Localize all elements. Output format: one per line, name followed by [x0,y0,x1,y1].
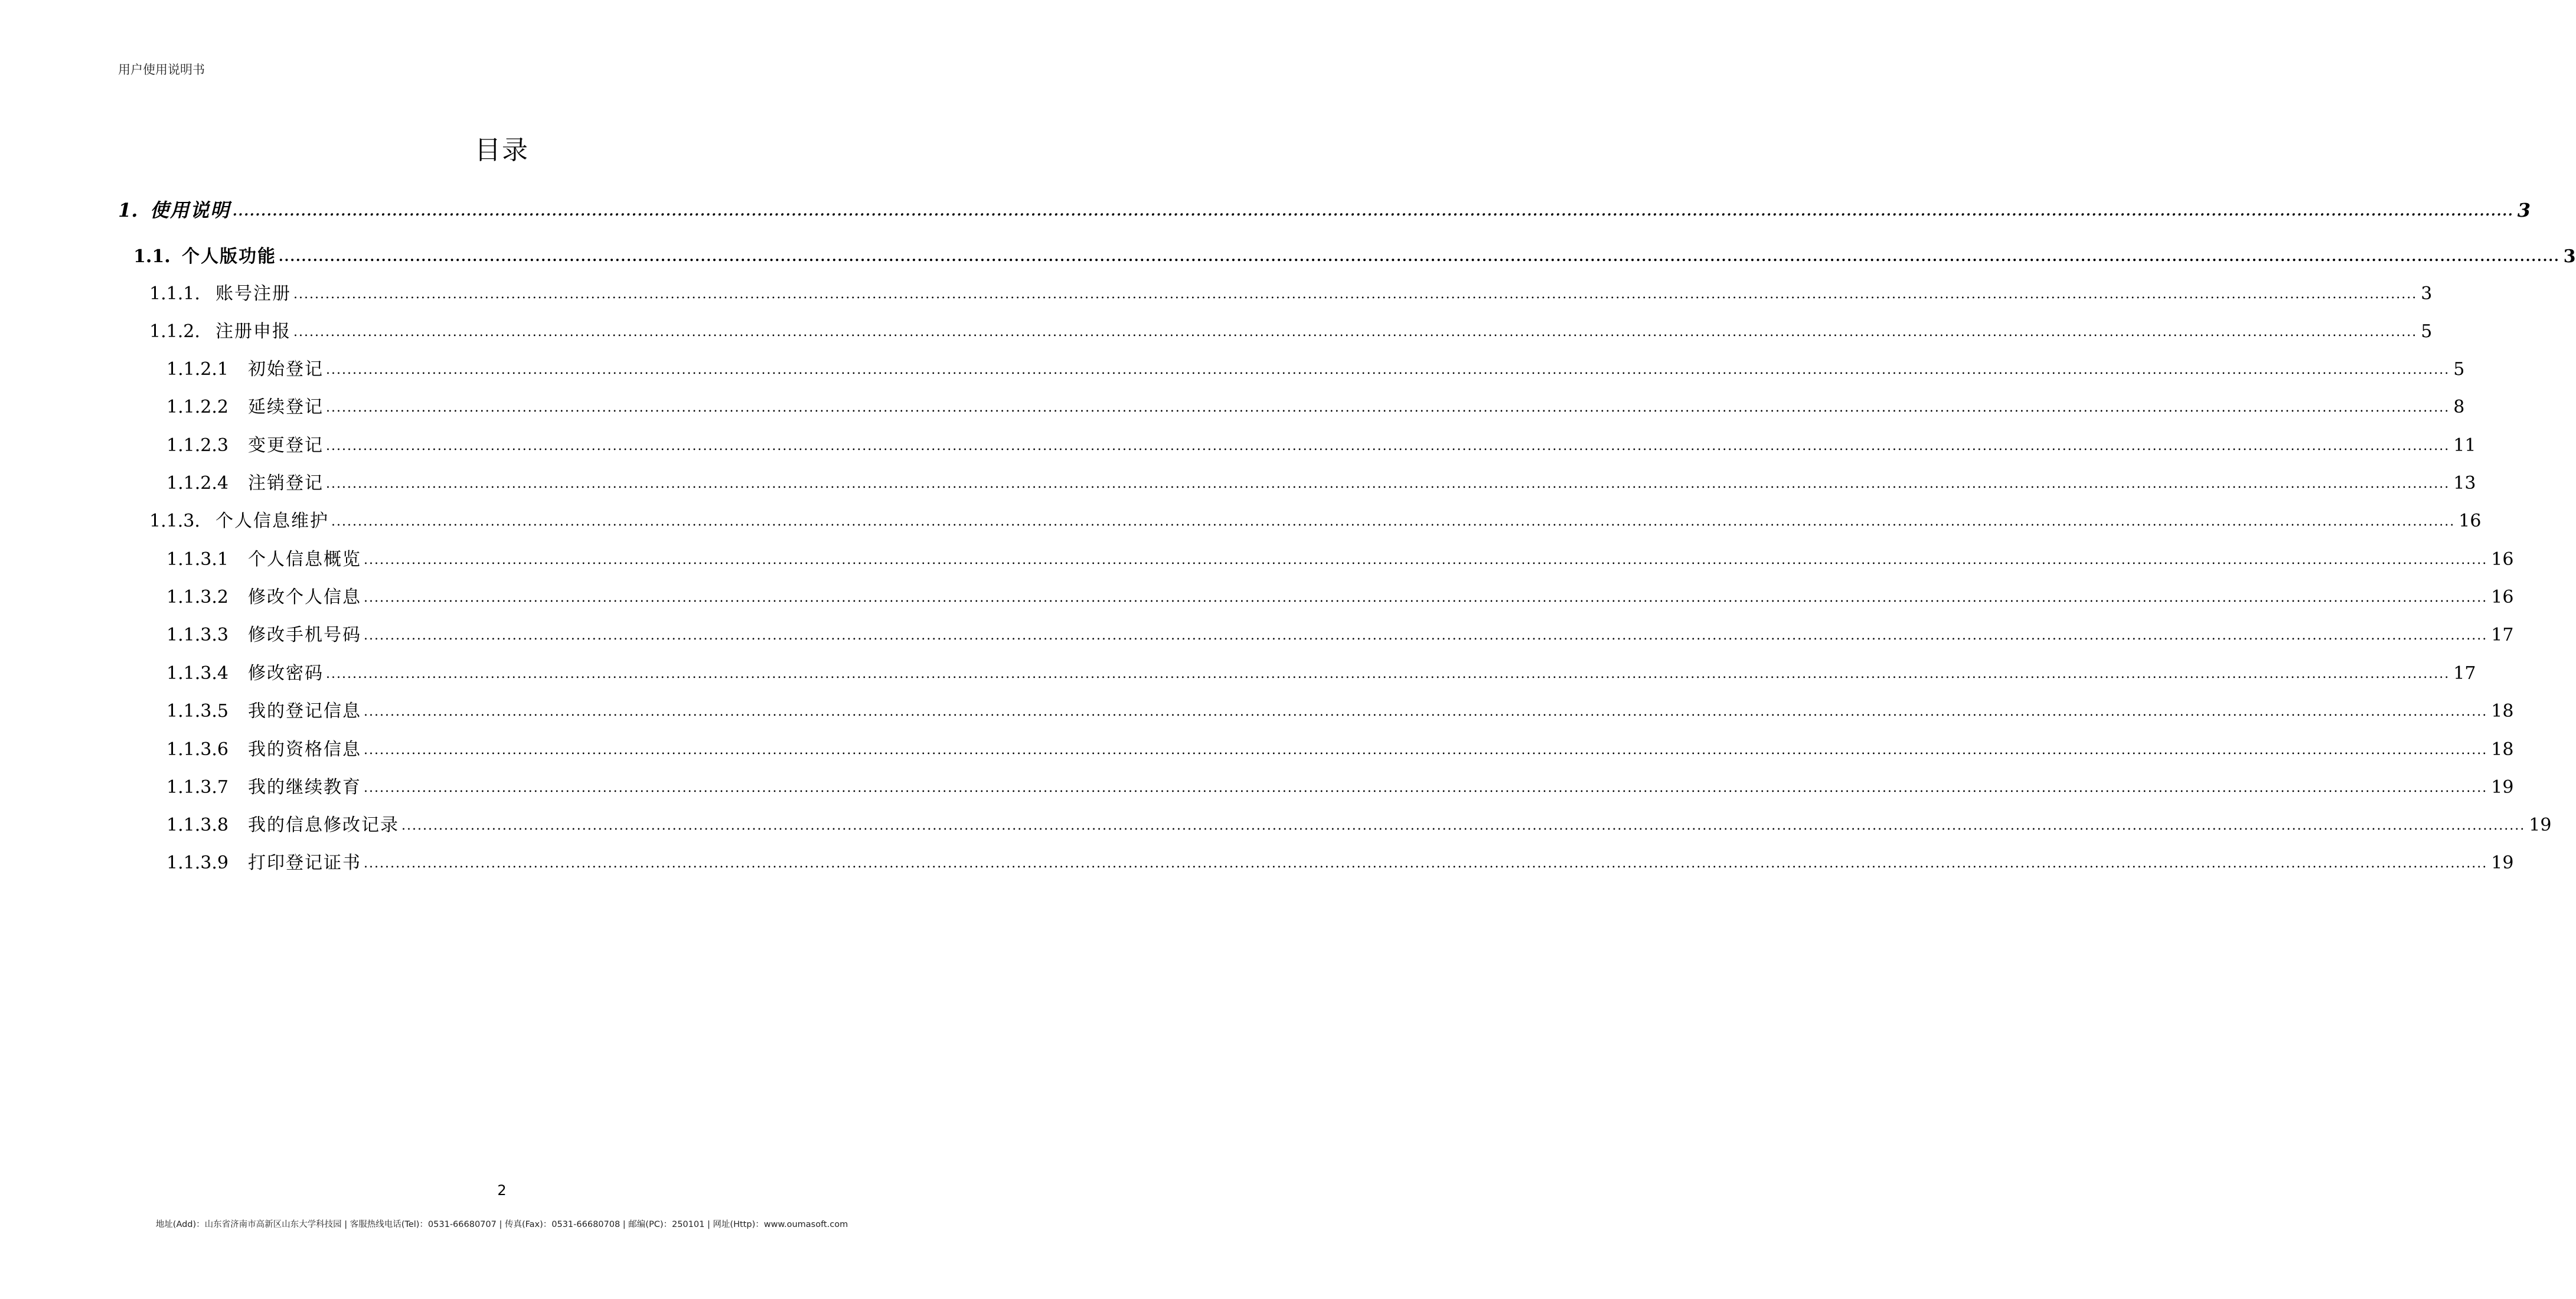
toc-entry-number: 1.1. [133,246,171,267]
toc-entry[interactable] [166,624,2514,647]
toc-dot-leader: ................................................................................................................................................................................................................................................................................................................................................................................................................ [326,363,2450,377]
toc-dot-leader: ................................................................................................................................................................................................................................................................................................................................................................................................................ [331,514,2456,529]
toc-entry-page: 5 [2453,359,2465,380]
toc-entry[interactable] [133,245,2576,269]
toc-entry-page: 8 [2453,397,2465,417]
toc-entry-number: 1.1.2.2 [166,397,228,417]
toc-entry-number: 1.1.3.9 [166,853,228,873]
toc-entry-number: 1.1.3.2 [166,587,228,608]
toc-entry-label: 我的登记信息 [248,701,361,722]
toc-entry-label: 变更登记 [248,435,324,456]
toc-entry-label: 初始登记 [248,359,324,380]
page-number: 2 [497,1182,507,1199]
toc-entry[interactable] [166,358,2465,381]
toc-entry[interactable] [166,548,2514,572]
toc-entry-number: 1.1.2.1 [166,359,228,380]
toc-entry-number: 1.1.3.6 [166,739,228,760]
toc-dot-leader: ................................................................................................................................................................................................................................................................................................................................................................................................................ [326,667,2450,681]
toc-dot-leader: ................................................................................................................................................................................................................................................................................................................................................................................................................ [364,553,2488,567]
toc-entry-label: 修改个人信息 [248,587,361,608]
toc-dot-leader: ................................................................................................................................................................................................................................................................................................................................................................................................................ [401,818,2526,833]
toc-entry-page: 18 [2491,701,2514,722]
toc-entry-page: 18 [2491,739,2514,760]
toc-entry[interactable] [166,851,2514,875]
toc-entry-page: 3 [2421,283,2433,304]
toc-entry-label: 延续登记 [248,397,324,417]
toc-entry-page: 19 [2529,815,2552,835]
toc-dot-leader: ................................................................................................................................................................................................................................................................................................................................................................................................................ [364,856,2488,871]
toc-entry[interactable] [166,472,2476,495]
toc-dot-leader: ................................................................................................................................................................................................................................................................................................................................................................................................................ [293,287,2418,302]
toc-entry-page: 3 [2563,246,2576,267]
toc-entry-page: 11 [2453,435,2476,456]
toc-dot-leader: ................................................................................................................................................................................................................................................................................................................................................................................................................ [364,743,2488,758]
toc-entry[interactable] [149,320,2433,344]
toc-entry-page: 19 [2491,853,2514,873]
toc-entry-number: 1.1.2. [149,321,200,342]
toc-dot-leader: ................................................................................................................................................................................................................................................................................................................................................................................................................ [279,249,2560,265]
toc-entry-number: 1.1.3.4 [166,663,228,684]
toc-entry[interactable] [166,776,2514,799]
toc-entry-number: 1.1.3. [149,511,200,531]
toc-entry[interactable] [166,814,2552,837]
toc-entry-number: 1.1.2.4 [166,473,228,494]
toc-entry-label: 个人信息维护 [216,511,329,531]
toc-entry[interactable] [166,738,2514,762]
toc-dot-leader: ................................................................................................................................................................................................................................................................................................................................................................................................................ [326,439,2450,453]
toc-entry-page: 17 [2453,663,2476,684]
toc-title: 目录 [475,135,529,165]
toc-entry-number: 1.1.2.3 [166,435,228,456]
toc-dot-leader: ................................................................................................................................................................................................................................................................................................................................................................................................................ [364,781,2488,795]
toc-dot-leader: ................................................................................................................................................................................................................................................................................................................................................................................................................ [326,476,2450,491]
toc-entry-page: 3 [2517,199,2531,221]
toc-entry-label: 注销登记 [248,473,324,494]
toc-dot-leader: ................................................................................................................................................................................................................................................................................................................................................................................................................ [364,628,2488,643]
toc-entry-page: 13 [2453,473,2476,494]
toc-entry-label: 个人版功能 [182,246,276,267]
toc-dot-leader: ................................................................................................................................................................................................................................................................................................................................................................................................................ [293,325,2418,340]
toc-entry-page: 19 [2491,777,2514,798]
toc-entry-number: 1.1.3.8 [166,815,228,835]
toc-entry-label: 我的资格信息 [248,739,361,760]
toc-dot-leader: ................................................................................................................................................................................................................................................................................................................................................................................................................ [233,204,2514,219]
toc-entry-number: 1.1.3.1 [166,549,228,570]
toc-entry[interactable] [166,434,2476,458]
toc-entry-label: 账号注册 [216,283,291,304]
toc-entry-label: 注册申报 [216,321,291,342]
toc-entry-label: 我的信息修改记录 [248,815,399,835]
toc-entry-page: 17 [2491,625,2514,645]
toc-entry-number: 1.1.3.7 [166,777,228,798]
toc-entry-label: 打印登记证书 [248,853,361,873]
toc-entry-page: 5 [2421,321,2433,342]
toc-dot-leader: ................................................................................................................................................................................................................................................................................................................................................................................................................ [326,400,2450,415]
toc-entry-label: 我的继续教育 [248,777,361,798]
toc-entry[interactable] [166,700,2514,723]
toc-entry[interactable] [118,198,2531,222]
toc-entry-page: 16 [2491,587,2514,608]
toc-entry-label: 修改手机号码 [248,625,361,645]
toc-entry[interactable] [149,510,2482,533]
toc-dot-leader: ................................................................................................................................................................................................................................................................................................................................................................................................................ [364,704,2488,719]
toc-dot-leader: ................................................................................................................................................................................................................................................................................................................................................................................................................ [364,590,2488,605]
toc-entry-label: 使用说明 [150,199,231,221]
toc-entry-page: 16 [2459,511,2482,531]
page-footer: 地址(Add)：山东省济南市高新区山东大学科技园 | 客服热线电话(Tel)：0531-66680707 | 传真(Fax)：0531-66680708 | 邮编(PC)：250101 | 网址(Http)：www.oumasoft.com [155,1220,848,1229]
toc-entry-number: 1.1.1. [149,283,200,304]
toc-entry-number: 1. [118,199,138,221]
toc-entry-page: 16 [2491,549,2514,570]
toc-entry[interactable] [149,282,2433,306]
toc-entry[interactable] [166,396,2465,419]
toc-entry[interactable] [166,586,2514,609]
toc-entry-number: 1.1.3.5 [166,701,228,722]
toc-entry[interactable] [166,662,2476,686]
toc-entry-label: 修改密码 [248,663,324,684]
toc-entry-label: 个人信息概览 [248,549,361,570]
toc-entry-number: 1.1.3.3 [166,625,228,645]
page-header: 用户使用说明书 [118,63,205,77]
